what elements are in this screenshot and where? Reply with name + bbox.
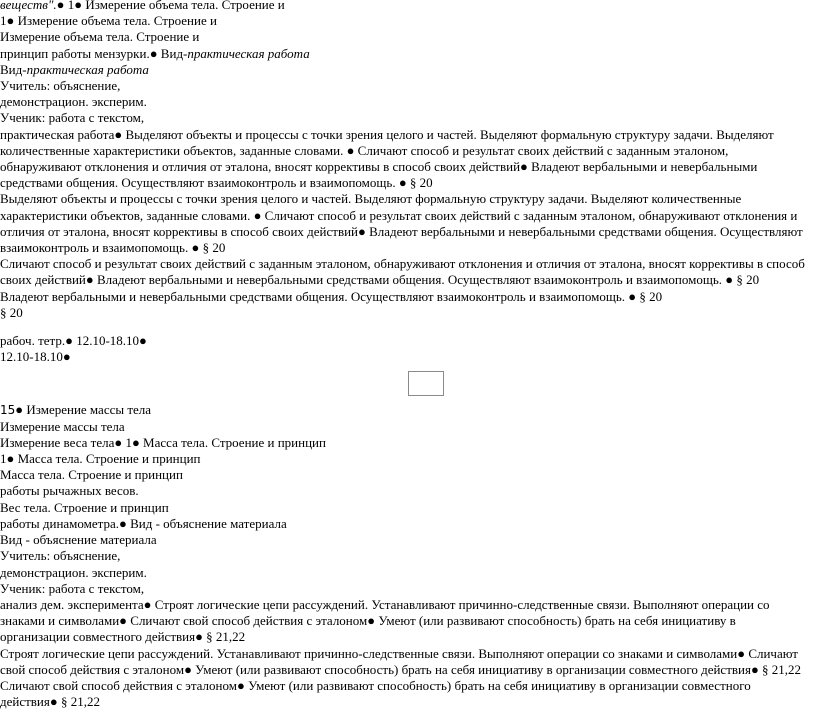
text-line: Учитель: объяснение, [0,78,121,94]
text-line [0,62,808,78]
text-line: Измерение веса тела● 1● Масса тела. Строение и принцип [0,434,326,450]
text-line: Ученик: работа с текстом, [0,110,145,126]
text-line [0,46,808,62]
lesson-number: 15 [0,403,16,418]
text-line: Измерение массы тела [0,418,125,434]
text-fragment-italic: практическая работа [187,45,310,61]
paragraph: практическая работа● Выделяют объекты и процессы с точки зрения целого и частей. Выделяют формальную структуру задачи. Выделяют количественные характеристики объектов, заданные словами. ● Сличают способ и результат своих действий с заданным эталоном, обнаруживают отклонения и отличия от эталона, вносят коррективы в способ своих действий● Владеют вербальными и невербальными средствами общения. Осуществляют взаимоконтроль и взаимопомощь. ● § 20 [0,126,774,191]
text-fragment-italic: веществ". [0,0,57,12]
text-line: демонстрацион. эксперим. [0,564,147,580]
paragraph: Строят логические цепи рассуждений. Устанавливают причинно-следственные связи. Выполняют операции со знаками и символами● Сличают свой способ действия с эталоном● Умеют (или развивают способность) брать на себя инициативу в организации совместного действия● § 21,22 [0,645,802,677]
paragraph: Сличают свой способ действия с эталоном● Умеют (или развивают способность) брать на себя инициативу в организации совместного действия● § 21,22 [0,677,751,710]
text-line: 12.10-18.10● [0,349,71,365]
blank-line [0,321,808,333]
text-line: Измерение объема тела. Строение и [0,29,200,45]
text-fragment: ● 1● Измерение объема тела. Строение и [56,0,285,12]
text-fragment: ● Измерение массы тела [15,402,152,418]
text-line: Ученик: работа с текстом, [0,580,145,596]
text-line: демонстрацион. эксперим. [0,94,147,110]
text-line: Вес тела. Строение и принцип [0,499,169,515]
text-line: Владеют вербальными и невербальными средствами общения. Осуществляют взаимоконтроль и взаимопомощь. ● § 20 [0,288,663,304]
text-line: § 20 [0,304,23,320]
text-line [0,0,808,13]
image-placeholder-box [408,371,444,396]
text-line: 1● Масса тела. Строение и принцип [0,451,201,467]
text-line: Учитель: объяснение, [0,548,121,564]
text-fragment: Вид- [0,61,27,77]
paragraph: Сличают способ и результат своих действий с заданным эталоном, обнаруживают отклонения и отличия от эталона, вносят коррективы в способ своих действий● Владеют вербальными и невербальными средствами общения. Осуществляют взаимоконтроль и взаимопомощь. ● § 20 [0,256,805,288]
text-line: рабоч. тетр.● 12.10-18.10● [0,333,147,349]
text-fragment-italic: практическая работа [26,61,149,77]
text-line: Вид - объяснение материала [0,532,157,548]
text-line: работы динамометра.● Вид - объяснение материала [0,515,287,531]
text-line: 1● Измерение объема тела. Строение и [0,13,217,29]
paragraph: анализ дем. эксперимента● Строят логические цепи рассуждений. Устанавливают причинно-следственные связи. Выполняют операции со знаками и символами● Сличают свой способ действия с эталоном● Умеют (или развивают способность) брать на себя инициативу в организации совместного действия● § 21,22 [0,596,770,645]
paragraph: Выделяют объекты и процессы с точки зрения целого и частей. Выделяют формальную структуру задачи. Выделяют количественные характеристики объектов, заданные словами. ● Сличают способ и результат своих действий с заданным эталоном, обнаруживают отклонения и отличия от эталона, вносят коррективы в способ своих действий● Владеют вербальными и невербальными средствами общения. Осуществляют взаимоконтроль и взаимопомощь. ● § 20 [0,191,803,256]
text-line: работы рычажных весов. [0,483,139,499]
text-fragment: принцип работы мензурки.● Вид- [0,45,188,61]
text-line: Масса тела. Строение и принцип [0,467,183,483]
text-line [0,402,808,418]
